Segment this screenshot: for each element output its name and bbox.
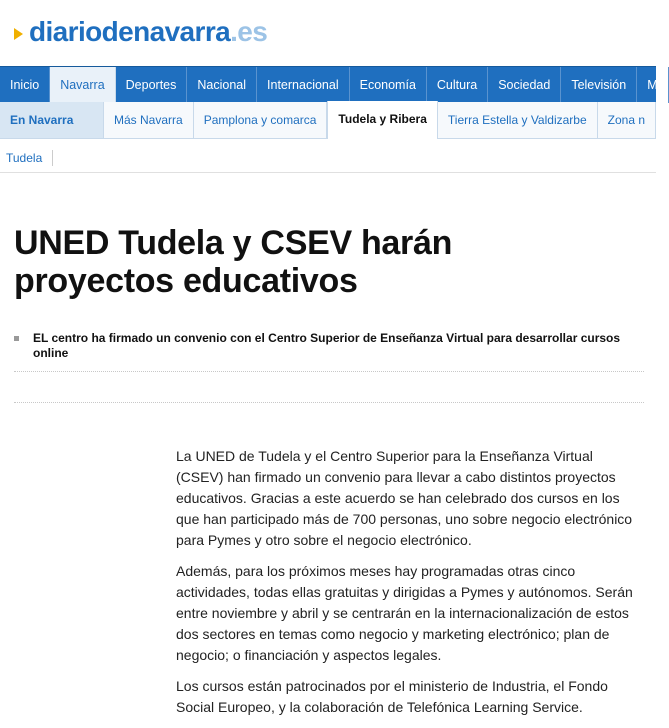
site-logo[interactable] bbox=[14, 12, 267, 52]
article-summary-text: EL centro ha firmado un convenio con el Centro Superior de Enseñanza Virtual para desarrollar cursos online bbox=[33, 331, 621, 360]
divider bbox=[14, 371, 644, 372]
sub-nav-mas-navarra[interactable]: Más Navarra bbox=[104, 102, 194, 138]
divider bbox=[14, 402, 644, 403]
article-paragraph: Además, para los próximos meses hay programadas otras cinco actividades, todas ellas gratuitas y dirigidas a Pymes y autónomos. Serán entre noviembre y abril y se centrarán en la internacionalización de estos dos sectores en temas como negocio y marketing electrónico; plan de negocio; o financiación y aspectos legales. bbox=[176, 563, 633, 663]
sub-nav-tierra-estella[interactable]: Tierra Estella y Valdizarbe bbox=[438, 102, 598, 138]
main-nav-television[interactable]: Televisión bbox=[561, 67, 637, 103]
sub-nav-pamplona[interactable]: Pamplona y comarca bbox=[194, 102, 328, 138]
main-nav-economia[interactable]: Economía bbox=[350, 67, 427, 103]
sub-nav bbox=[0, 102, 656, 139]
main-nav-deportes[interactable]: Deportes bbox=[116, 67, 188, 103]
sub-nav-tudela-ribera[interactable]: Tudela y Ribera bbox=[327, 101, 437, 139]
logo-brand: diariodenavarra bbox=[29, 16, 231, 47]
main-nav bbox=[0, 66, 656, 103]
main-nav-internacional[interactable]: Internacional bbox=[257, 67, 350, 103]
main-nav-more[interactable]: M bbox=[637, 67, 668, 103]
main-nav-nacional[interactable]: Nacional bbox=[187, 67, 257, 103]
article-headline: UNED Tudela y CSEV harán proyectos educativos bbox=[14, 224, 453, 300]
main-nav-sociedad[interactable]: Sociedad bbox=[488, 67, 561, 103]
article-paragraph: Los cursos están patrocinados por el ministerio de Industria, el Fondo Social Europeo, y la colaboración de Telefónica Learning Service. bbox=[176, 678, 608, 715]
article-body bbox=[176, 446, 644, 728]
sub-nav-zona[interactable]: Zona n bbox=[598, 102, 656, 138]
sub-nav-section-en-navarra[interactable]: En Navarra bbox=[0, 102, 104, 138]
summary-bullet-icon bbox=[14, 336, 19, 341]
article-summary bbox=[14, 331, 644, 361]
logo-tld: .es bbox=[230, 16, 268, 47]
main-nav-navarra[interactable]: Navarra bbox=[50, 67, 115, 103]
logo-arrow-icon bbox=[14, 28, 23, 40]
tertiary-nav-tudela[interactable]: Tudela bbox=[6, 150, 53, 166]
article-paragraph: La UNED de Tudela y el Centro Superior para la Enseñanza Virtual (CSEV) han firmado un convenio para llevar a cabo distintos proyectos educativos. Gracias a este acuerdo se han celebrado dos cursos en los que han participado más de 700 personas, uno sobre negocio electrónico para Pymes y otro sobre el negocio electrónico. bbox=[176, 448, 633, 548]
main-nav-cultura[interactable]: Cultura bbox=[427, 67, 488, 103]
main-nav-inicio[interactable]: Inicio bbox=[0, 67, 50, 103]
tertiary-nav bbox=[0, 144, 656, 173]
